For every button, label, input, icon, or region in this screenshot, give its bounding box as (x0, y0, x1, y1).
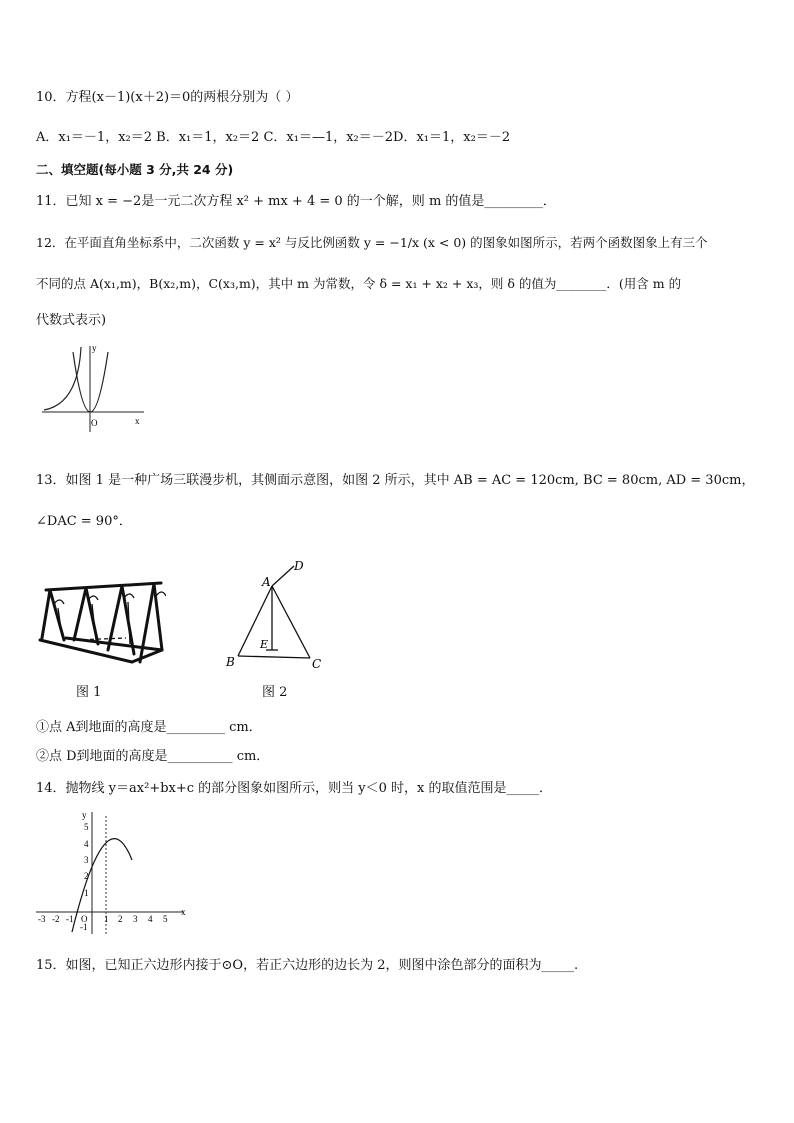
q14-xtick: -1 (66, 914, 74, 924)
fig2-label-d: D (294, 559, 304, 573)
q15-text: 15．如图，已知正六边形内接于⊙O，若正六边形的边长为 2，则图中涂色部分的面积为_____. (36, 958, 579, 973)
q14-xtick: -3 (38, 914, 46, 924)
q14-y-label: y (82, 810, 87, 820)
q14-ytick: -1 (80, 922, 88, 932)
q12-line2: 不同的点 A(x₁,m)，B(x₂,m)，C(x₃,m)，其中 m 为常数，令 δ = x₁ + x₂ + x₃，则 δ 的值为________．(用含 m 的 (36, 276, 682, 291)
q13-part1: ①点 A到地面的高度是_________ cm． (36, 720, 262, 735)
q14-ytick: 3 (84, 855, 89, 865)
q12-y-label: y (92, 343, 97, 353)
q14-ytick: 2 (84, 871, 89, 881)
q10-options: A．x₁＝－1，x₂＝2 B．x₁＝1，x₂＝2 C．x₁＝—1，x₂＝－2D．x₁＝1，x₂＝－2 (36, 130, 511, 145)
section-title: 二、填空题(每小题 3 分,共 24 分) (36, 162, 234, 177)
fig2-label-e: E (260, 638, 269, 651)
q14-xtick: 1 (104, 914, 109, 924)
q14-xtick: O (81, 914, 88, 924)
q14-ytick: 5 (84, 822, 89, 832)
q13-part2: ②点 D到地面的高度是__________ cm． (36, 749, 270, 764)
q10-stem: 10．方程(x－1)(x＋2)＝0的两根分别为（ ） (36, 90, 299, 105)
fig1-caption: 图 1 (76, 685, 102, 700)
q12-line3: 代数式表示) (36, 313, 107, 328)
fig2-label-b: B (226, 655, 235, 669)
fig1-image (36, 578, 166, 670)
fig2-diagram (222, 556, 334, 672)
q12-origin-label: O (91, 418, 98, 428)
q13-line1: 13．如图 1 是一种广场三联漫步机，其侧面示意图，如图 2 所示，其中 AB = AC = 120cm, BC = 80cm, AD = 30cm， (36, 473, 755, 488)
q14-text: 14．抛物线 y＝ax²+bx+c 的部分图象如图所示，则当 y＜0 时，x 的取值范围是_____． (36, 781, 553, 796)
q14-xtick: 4 (148, 914, 153, 924)
q14-graph (34, 808, 192, 938)
q12-hyperbola (44, 347, 81, 410)
fig2-label-a: A (262, 575, 271, 589)
q14-x-label: x (181, 907, 186, 917)
q12-graph (40, 342, 152, 434)
q13-line2: ∠DAC = 90°． (36, 514, 132, 529)
q14-ytick: 1 (84, 888, 89, 898)
q12-x-label: x (135, 416, 140, 426)
fig2-label-c: C (312, 657, 322, 671)
q14-xtick: 3 (133, 914, 138, 924)
q14-xtick: 2 (118, 914, 123, 924)
q14-xtick: 5 (163, 914, 168, 924)
fig2-caption: 图 2 (262, 685, 288, 700)
q14-xtick: -2 (52, 914, 60, 924)
q12-line1: 12．在平面直角坐标系中，二次函数 y = x² 与反比例函数 y = −1/x (x < 0) 的图象如图所示，若两个函数图象上有三个 (36, 235, 708, 250)
q11-text: 11．已知 x = −2是一元二次方程 x² + mx + 4 = 0 的一个解，则 m 的值是_________． (36, 194, 556, 209)
q14-ytick: 4 (84, 839, 89, 849)
